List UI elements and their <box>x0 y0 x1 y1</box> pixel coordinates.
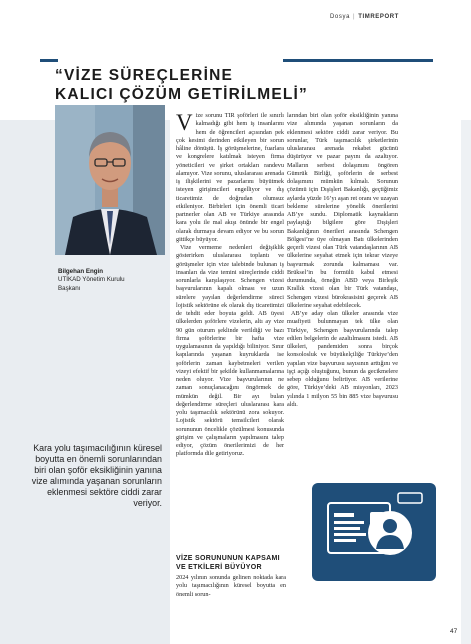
photo-caption <box>58 268 168 293</box>
body-paragraph-5: AB’ye aday olan ülkeler arasında vize muafiyeti bulunmayan tek ülke olan Türkiye, Schengen başvurularında talep edilen belgelerin de azaltılmasını istedi. AB ülkeleri, pandemiden sonra birçok konsolosluk ve büyükelçiliğe Türkiye’den yapılan vize başvurusu sayısının arttığını ve işçi açığı oluştuğunu, bunun da gecikmelere sebep olduğunu belirtiyor. AB verilerine göre, Türkiye’deki AB misyonları, 2023 yılında 1 milyon 55 bin 885 vize başvurusu aldı. <box>287 310 398 408</box>
header-separator: | <box>353 14 356 20</box>
title-rule-right <box>283 59 433 62</box>
body-column-bottom <box>176 574 286 599</box>
pull-quote: Kara yolu taşımacılığının küresel boyutta en önemli sorunlarından biri olan şoför eksikliğinin yanına vize alımında yaşanan sorunların eklenmesi sektöre ciddi zarar veriyor. <box>31 443 162 509</box>
drop-cap: V <box>176 110 193 135</box>
caption-role-line1: UTİKAD Yönetim Kurulu <box>58 276 125 284</box>
portrait-illustration <box>55 105 165 255</box>
body-paragraph-1-text: ize sorunu TIR şoförleri ile sınırlı kalmadığı gibi hem iş insanlarını hem de öğrencileri açısından pek çok kesimi derinden etkileyen bir sorun hâline dönüştü. İş görüşmelerine, fuarlara ve kongrelere katılmak isteyen firma yöneticileri ve şirket ortakları randevu alamıyor. Vize sorunu, uluslararası arenada iş ilişkilerini ve pazarlarını büyütmek isteyen girişimcileri engelliyor ve dış ticaretimiz de doğrudan olumsuz etkileniyor. Birbirleri için önemli ticari partnerler olan AB ve Türkiye arasında kara yolu ile mal akışı önünde bir engel olarak durmaya devam ediyor ve bu sorun gittikçe büyüyor. <box>176 112 284 243</box>
caption-role-line2: Başkanı <box>58 284 81 292</box>
article-title <box>55 66 315 104</box>
page-number: 47 <box>450 628 458 635</box>
running-header <box>330 14 460 20</box>
passport-id-card-icon <box>312 483 436 581</box>
visa-illustration-card <box>312 483 436 581</box>
body-column-middle <box>176 112 284 459</box>
section-label: Dosya <box>330 14 351 20</box>
portrait-photo <box>55 105 165 255</box>
title-rule-left <box>40 59 58 62</box>
body-paragraph-1 <box>176 112 284 244</box>
body-paragraph-3: 2024 yılının sonunda gelinen noktada kara yolu taşımacılığının küresel boyutta en önemli sorun- <box>176 574 286 598</box>
section-subheading: VİZE SORUNUNUN KAPSAMI VE ETKİLERİ BÜYÜYOR <box>176 555 280 571</box>
caption-name: Bilgehan Engin <box>58 268 104 275</box>
title-line-1: “VİZE SÜREÇLERİNE <box>55 67 234 84</box>
title-line-2: KALICI ÇÖZÜM GETİRİLMELİ” <box>55 86 309 103</box>
body-column-right <box>287 112 398 409</box>
right-edge-panel <box>461 120 471 644</box>
body-paragraph-4: larından biri olan şoför eksikliğinin yanına vize alımında yaşanan sorunların da eklenmesi sektöre ciddi zarar veriyor. Bu sorunlar, Türk taşımacılık şirketlerinin uluslararası arenada rekabet gücünü düşürüyor ve pazar payını da azaltıyor. Malların serbest dolaşımını öngören Gümrük Birliği, şoförlerin de serbest dolaşımını mümkün kılmalı. Sorunun çözümü için Dışişleri Bakanlığı, geçtiğimiz aylarda yüzde 16’yı aşan ret oranı ve uzayan bekleme sürelerine yönelik önerilerini AB’ye sundu. Diplomatik kaynakların paylaştığı bilgilere göre Dışişleri Bakanlığının önerileri arasında Schengen Bölgesi’ne üye olmayan Batı ülkelerinden geçerli vizesi olan Türk vatandaşlarının AB ülkelerine seyahat etmek için tekrar vizeye başvurmak zorunda kalmaması var. Brüksel’in bu formülü kabul etmesi durumunda, örneğin ABD veya Birleşik Krallık vizesi olan bir Türk vatandaşı, Schengen vizesi bürokrasisini geçerek AB ülkelerine seyahat edebilecek. <box>287 112 398 309</box>
body-paragraph-2: Vize vermeme nedenleri değişiklik gösterirken uluslararası toplantı ve görüşmeler için vize talebinde bulunan iş insanları da vize temini süreçlerinde ciddi sorunlarla karşılaşıyor. Schengen vizesi başvurularının kapalı olması ve uzun sürelere yayılan değerlendirme süreci lojistik sektörüne ek olarak dış ticaretimizi de tehdit eder boyuta geldi. AB üyesi ülkelerden şoförlere vizelerin, altı ay vize 90 gün oturum şeklinde verildiği ve bazı firma şoförlerine bir hafta vize uygulamasının da yapıldığı biliniyor. Sınır kapılarında yaşanan kuyruklarda ise şoförlerin zaman kaybetmeleri verilen vizeyi efektif bir şekilde kullanmamalarına neden oluyor. Vize başvurularının ne zaman sonuçlanacağını öngörmek de mümkün değil. Bir ayı bulan değerlendirme süreçleri uluslararası kara yolu taşımacılık sektörünü zora sokuyor. Lojistik sektörü temsilcileri olarak sorununun öncelikle çözülmesi konusunda girişim ve çalışmaların yapılmasını talep ediyor, çözüm önerilerimizi de her platformda dile getiriyoruz. <box>176 244 284 458</box>
magazine-name: TIMREPORT <box>358 14 399 20</box>
